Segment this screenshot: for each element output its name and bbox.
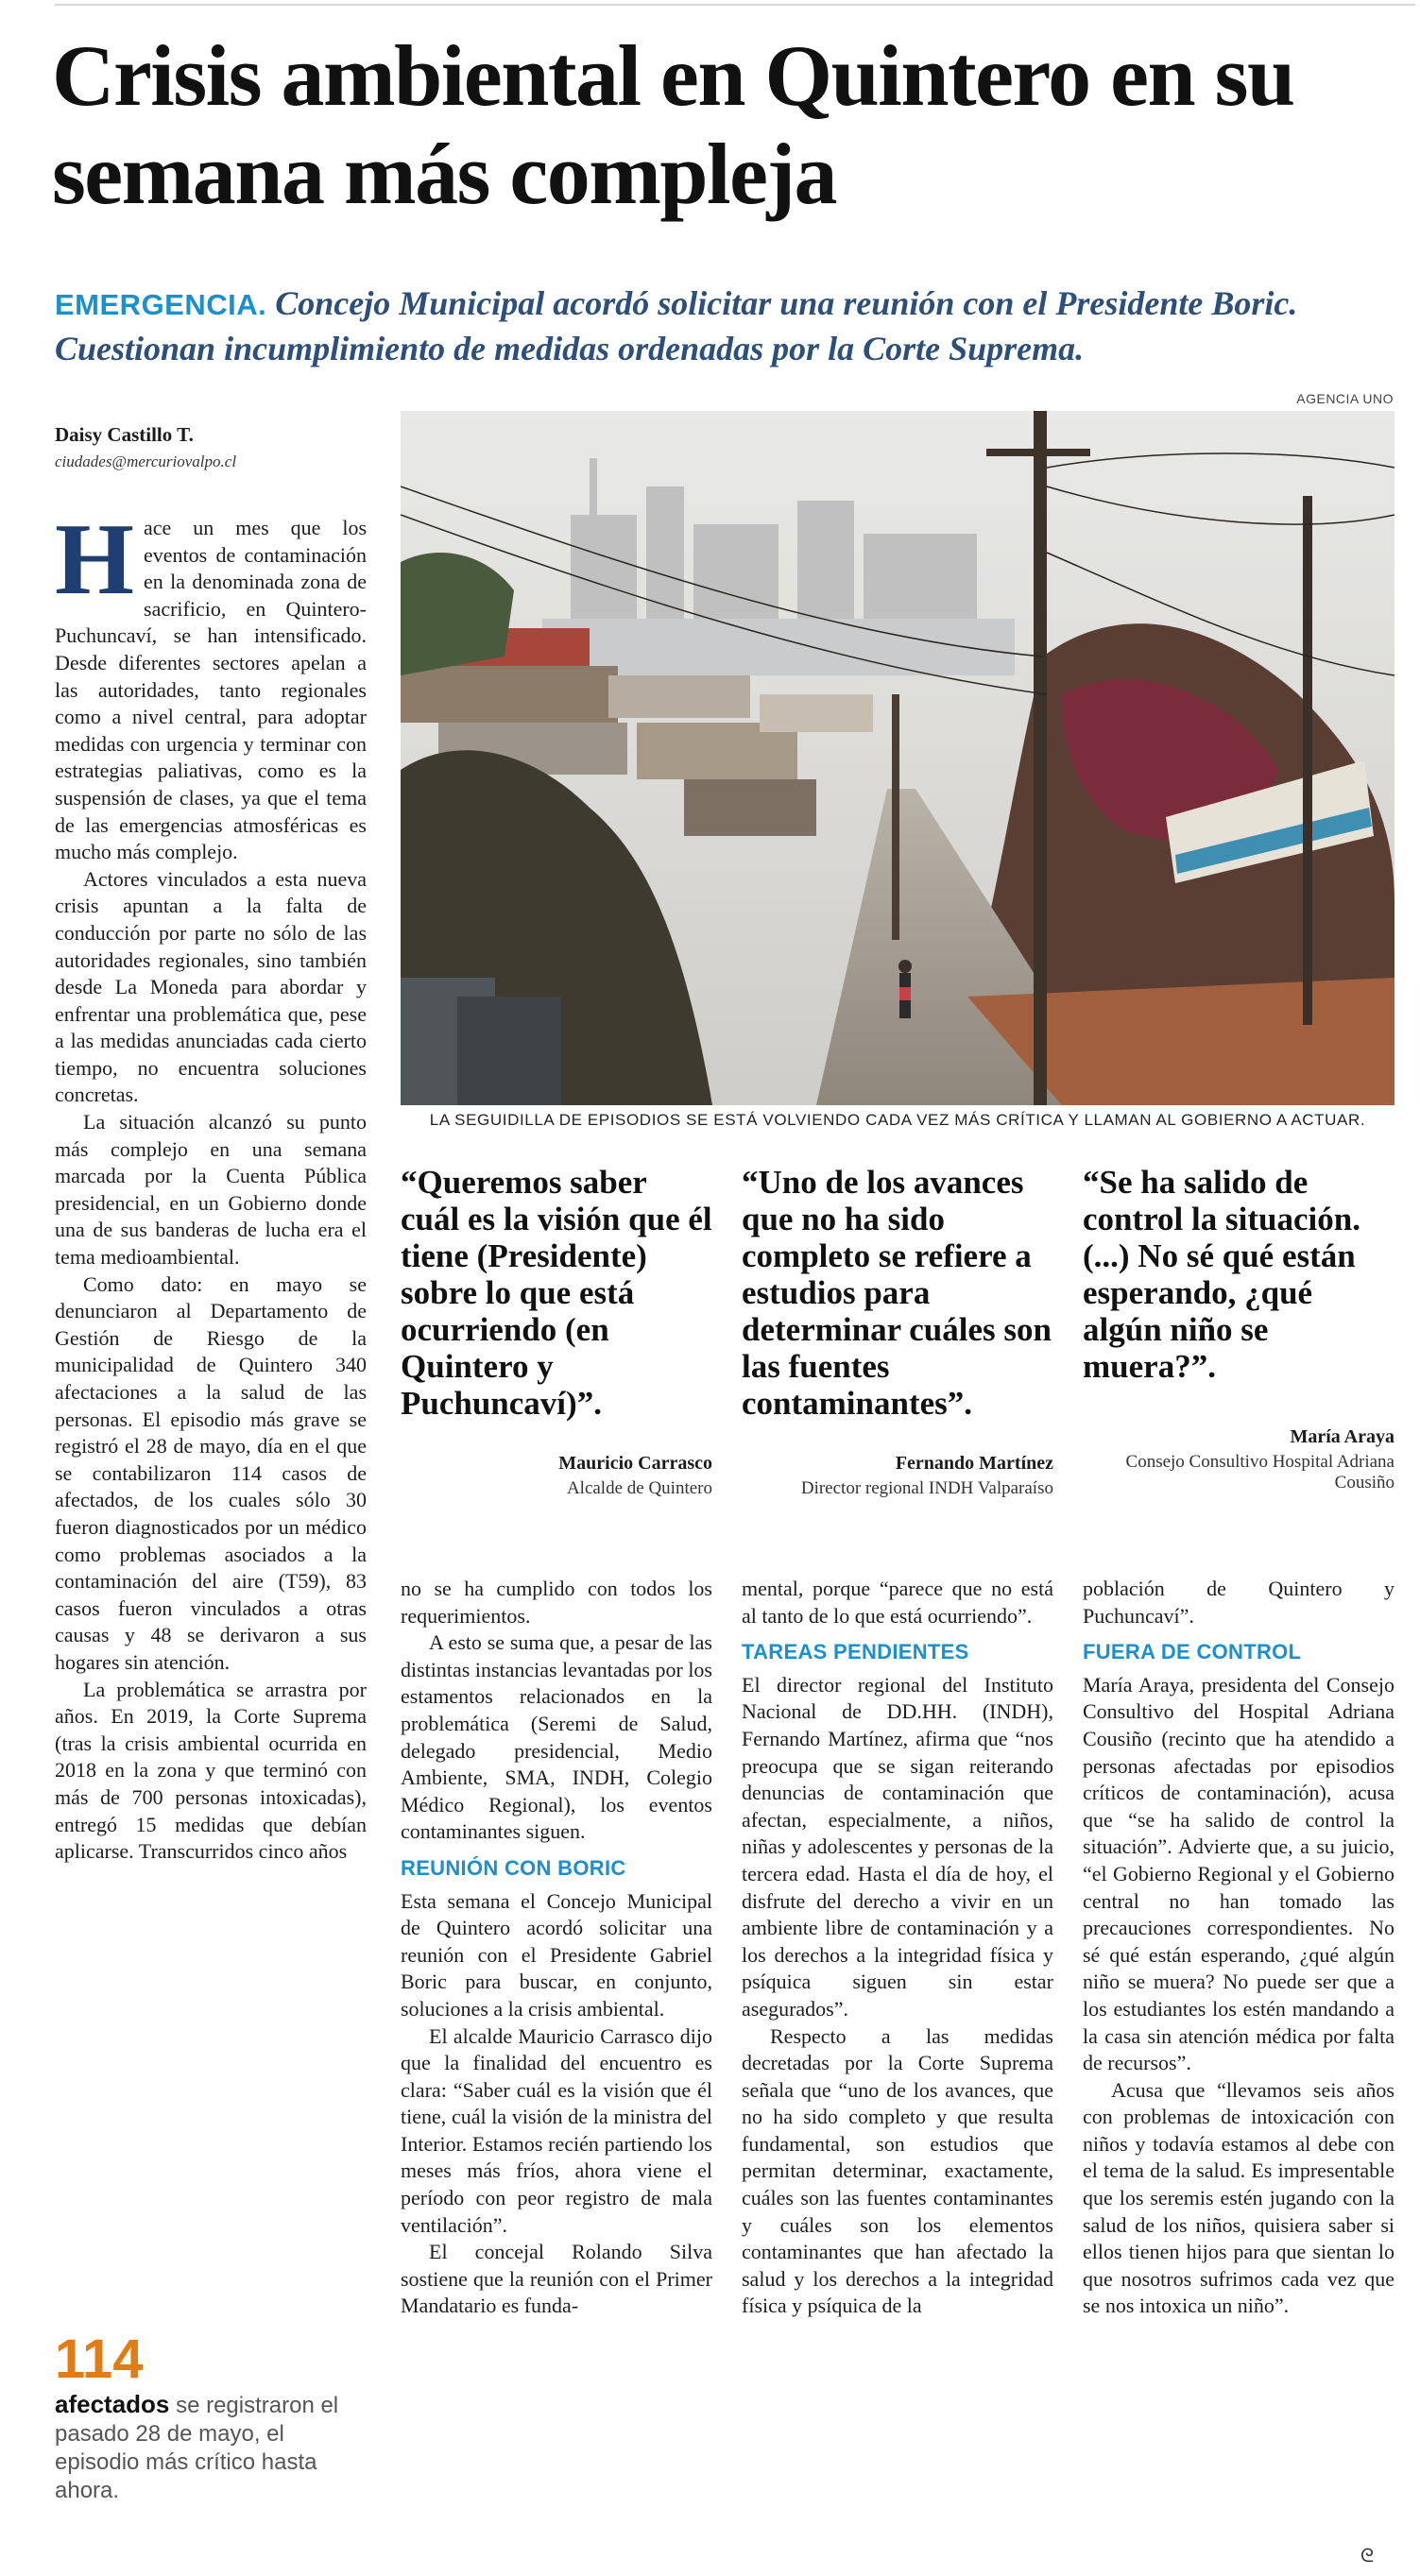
- quote-text: “Uno de los avances que no ha sido completo se refiere a estudios para determinar cuáles son las fuentes contaminantes”.: [742, 1164, 1052, 1422]
- quote-role: Alcalde de Quintero: [566, 1478, 712, 1498]
- stat-label: afectados: [55, 2390, 170, 2418]
- stat-text: se registraron el pasado 28 de mayo, el episodio más crítico hasta ahora.: [55, 2393, 339, 2503]
- paragraph: El concejal Rolando Silva sostiene que la reunión con el Primer Mandatario es funda-: [401, 2240, 712, 2318]
- headline: Crisis ambiental en Quintero en su semana más compleja: [52, 27, 1294, 222]
- author-name: Daisy Castillo T.: [55, 423, 194, 446]
- quote-text: “Queremos saber cuál es la visión que él tiene (Presidente) sobre lo que está ocurriendo (en Quintero y Puchuncaví)”.: [401, 1164, 712, 1422]
- paragraph: mental, porque “parece que no está al tanto de lo que está ocurriendo”.: [742, 1577, 1053, 1628]
- article-column-2: [401, 1576, 712, 2320]
- quote-role: Consejo Consultivo Hospital Adriana Cousiño: [1125, 1452, 1394, 1493]
- quote-name: Mauricio Carrasco: [558, 1453, 712, 1474]
- article-column-3: [742, 1576, 1053, 2320]
- paragraph: El director regional del Instituto Nacional de DD.HH. (INDH), Fernando Martínez, afirma que “nos preocupa que se sigan reiterando denuncias de contaminación que afectan, especialmente, a niños, niñas y adolescentes y personas de la tercera edad. Hasta el día de hoy, el disfrute del derecho a vivir en un ambiente libre de contaminación y a los derechos a la integridad física y psíquica siguen sin estar asegurados”.: [742, 1672, 1053, 2021]
- pull-quote: [742, 1164, 1053, 1498]
- paragraph: A esto se suma que, a pesar de las distintas instancias levantadas por los estamentos relacionados en la problemática (Seremi de Salud, delegado presidencial, Medio Ambiente, SMA, INDH, Colegio Médico Regional), los eventos contaminantes siguen.: [401, 1630, 712, 1844]
- paragraph: Como dato: en mayo se denunciaron al Departamento de Gestión de Riesgo de la municipalidad de Quintero 340 afectaciones a la salud de las personas. El episodio más grave se registró el 28 de mayo, día en el que se contabilizaron 114 casos de afectados, de los cuales sólo 30 fueron diagnosticados por un médico como problemas asociados a la contaminación del aire (T59), 83 casos fueron vinculados a otras causas y 48 se derivaron a sus hogares sin atención.: [55, 1271, 367, 1674]
- quote-attribution: [401, 1453, 712, 1499]
- paragraph: La problemática se arrastra por años. En 2019, la Corte Suprema (tras la crisis ambiental ocurrida en 2018 en la zona y que terminó con más de 700 personas intoxicadas), entregó 15 medidas que debían aplicarse. Transcurridos cinco años: [55, 1677, 367, 1864]
- article-photo: [401, 411, 1394, 1105]
- paragraph: Acusa que “llevamos seis años con problemas de intoxicación con niños y todavía estamos al debe con el tema de la salud. Es impresentable que los seremis estén jugando con la salud de los niños, quisiera saber si ellos tienen hijos para que sientan lo que nosotros sufrimos cada vez que se nos intoxica un niño”.: [1083, 2077, 1394, 2318]
- byline: [55, 423, 385, 471]
- end-mark-icon: ᘓ: [1360, 2544, 1375, 2567]
- quote-name: Fernando Martínez: [895, 1453, 1053, 1474]
- paragraph: María Araya, presidenta del Consejo Consultivo del Hospital Adriana Cousiño (recinto que ha atendido a personas afectadas por episodios críticos de contaminación), acusa que “se ha salido de control la situación”. Advierte que, a su juicio, “el Gobierno Regional y el Gobierno central no han tomado las precauciones correspondientes. No sé qué están esperando, ¿qué algún niño se muera? No puede ser que a los estudiantes los estén mandando a la casa sin atención médica por falta de recursos”.: [1083, 1672, 1394, 2075]
- stat-number: 114: [55, 2329, 144, 2390]
- paragraph: no se ha cumplido con todos los requerimientos.: [401, 1577, 712, 1628]
- street-photo-illustration: [401, 411, 1394, 1105]
- paragraph: Actores vinculados a esta nueva crisis apuntan a la falta de conducción por parte no sólo de las autoridades regionales, sino también desde La Moneda para abordar y enfrentar una problemática que, pese a las medidas anunciadas cada cierto tiempo, no encuentra soluciones concretas.: [55, 866, 367, 1107]
- drop-cap: H: [55, 503, 135, 616]
- pull-quote: [401, 1164, 712, 1498]
- quote-text: “Se ha salido de control la situación. (...) No sé qué están esperando, ¿qué algún niño se muera?”.: [1083, 1164, 1360, 1385]
- paragraph: El alcalde Mauricio Carrasco dijo que la finalidad del encuentro es clara: “Saber cuál es la visión que él tiene, cuál la visión de la ministra del Interior. Estamos recién partiendo los meses más fríos, ahora viene el período con peor registro de mala ventilación”.: [401, 2023, 712, 2237]
- paragraph: población de Quintero y Puchuncaví”.: [1083, 1577, 1394, 1628]
- stat-box: [55, 2331, 367, 2505]
- quote-name: María Araya: [1290, 1426, 1394, 1447]
- photo-credit: AGENCIA UNO: [1296, 391, 1394, 406]
- section-subhead: TAREAS PENDIENTES: [742, 1640, 969, 1664]
- paragraph: La situación alcanzó su punto más complejo en una semana marcada por la Cuenta Pública presidencial, en un Gobierno donde una de sus banderas de lucha era el tema medioambiental.: [55, 1110, 367, 1270]
- author-email: ciudades@mercuriovalpo.cl: [55, 452, 237, 470]
- top-rule: [55, 4, 1415, 6]
- paragraph-text: ace un mes que los eventos de contaminación en la denominada zona de sacrificio, en Quintero-Puchuncaví, se han intensificado. Desde diferentes sectores apelan a las autoridades, tanto regionales como a nivel central, para adoptar medidas con urgencia y terminar con estrategias paliativas, como es la suspensión de clases, ya que el tema de las emergencias atmosféricas es mucho más complejo.: [55, 516, 367, 864]
- article-column-4: [1083, 1576, 1394, 2320]
- quote-attribution: [742, 1453, 1053, 1499]
- section-subhead: REUNIÓN CON BORIC: [401, 1855, 626, 1880]
- article-column-1: [55, 503, 367, 1866]
- quote-attribution: [1083, 1426, 1394, 1493]
- section-subhead: FUERA DE CONTROL: [1083, 1640, 1302, 1664]
- paragraph: Respecto a las medidas decretadas por la Corte Suprema señala que “uno de los avances, que no ha sido completo y que resulta fundamental, son estudios que permitan determinar, exactamente, cuáles son las fuentes contaminantes y cuáles son los elementos contaminantes que han afectado la salud y los derechos a la integridad física y psíquica de la: [742, 2023, 1053, 2318]
- pull-quote: [1083, 1164, 1394, 1493]
- paragraph: [55, 503, 367, 866]
- stat-description: [55, 2390, 367, 2505]
- subheadline: [55, 281, 1396, 370]
- photo-caption: LA SEGUIDILLA DE EPISODIOS SE ESTÁ VOLVIENDO CADA VEZ MÁS CRÍTICA Y LLAMAN AL GOBIERNO A ACTUAR.: [429, 1111, 1366, 1129]
- kicker: EMERGENCIA.: [55, 288, 267, 321]
- subheadline-text: Concejo Municipal acordó solicitar una reunión con el Presidente Boric. Cuestionan incumplimiento de medidas ordenadas por la Corte Suprema.: [55, 284, 1298, 367]
- quote-role: Director regional INDH Valparaíso: [800, 1478, 1053, 1498]
- paragraph: Esta semana el Concejo Municipal de Quintero acordó solicitar una reunión con el Presidente Gabriel Boric para buscar, en conjunto, soluciones a la crisis ambiental.: [401, 1888, 712, 2021]
